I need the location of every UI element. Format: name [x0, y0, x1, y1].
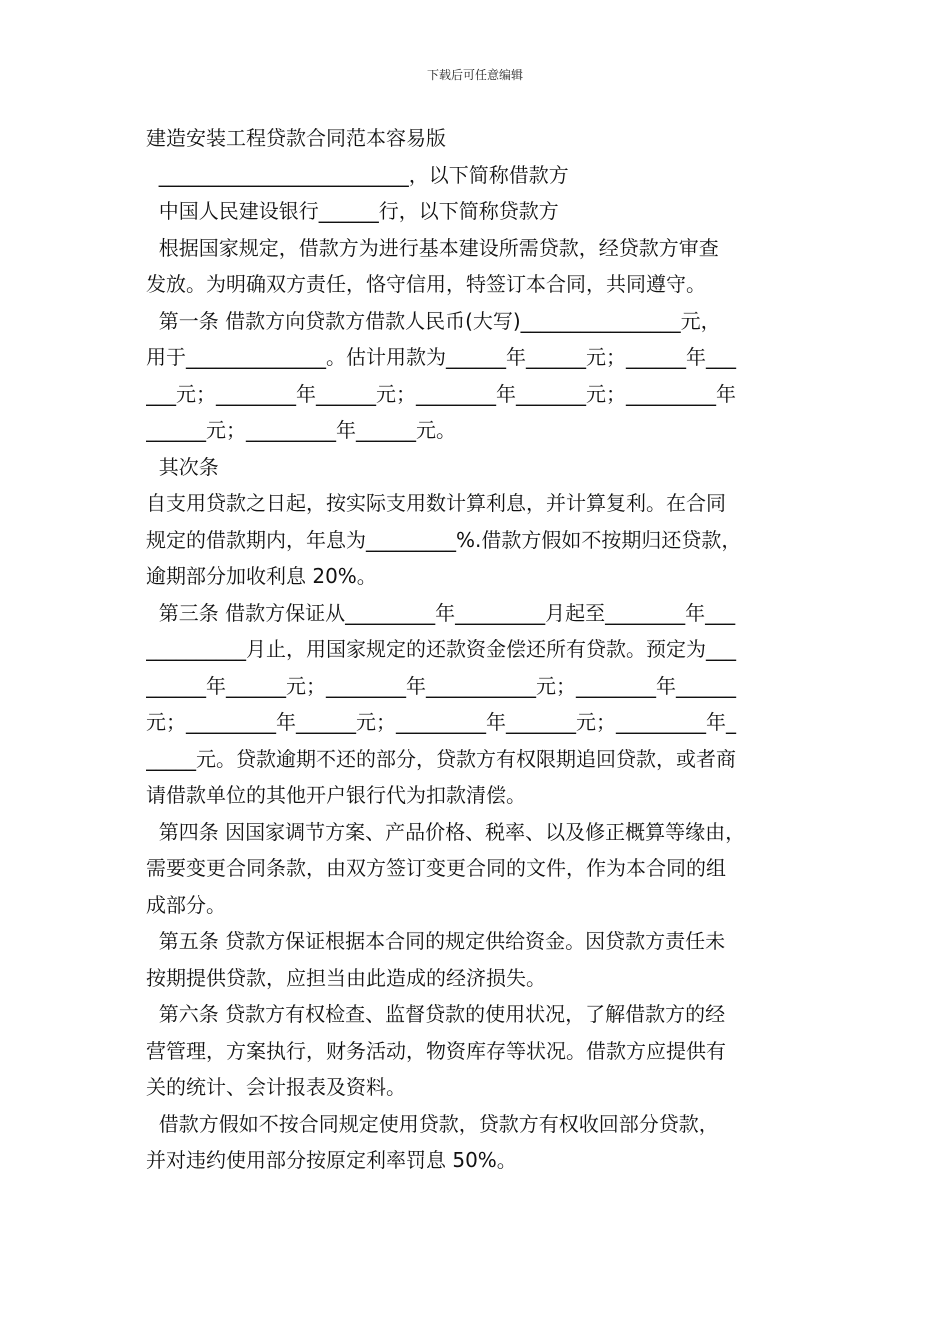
text-line: 其次条 — [146, 454, 219, 479]
text-line: __________月止，用国家规定的还款资金偿还所有贷款。预定为___ — [146, 637, 736, 661]
text-line: _________________________，以下简称借款方 — [146, 162, 569, 187]
text-line: 中国人民建设银行______行，以下简称贷款方 — [146, 199, 559, 223]
text-line: ______元；_________年______元。 — [146, 418, 456, 442]
text-line: 第六条 贷款方有权检查、监督贷款的使用状况，了解借款方的经 — [146, 1002, 726, 1026]
text-line: _____元。贷款逾期不还的部分，贷款方有权限期追回贷款，或者商 — [146, 746, 736, 771]
text-line: 成部分。 — [146, 892, 226, 917]
document-title: 建造安装工程贷款合同范本容易版 — [146, 126, 446, 150]
text-line: 第四条 因国家调节方案、产品价格、税率、以及修正概算等缘由， — [146, 819, 746, 844]
text-line: 自支用贷款之日起，按实际支用数计算利息，并计算复利。在合同 — [146, 491, 726, 515]
text-line: 需要变更合同条款，由双方签订变更合同的文件，作为本合同的组 — [146, 856, 726, 880]
text-line: 用于______________。估计用款为______年______元；______年___ — [146, 345, 736, 369]
text-line: 并对违约使用部分按原定利率罚息 50%。 — [146, 1148, 517, 1172]
text-line: 第三条 借款方保证从_________年_________月起至________年___ — [146, 600, 736, 625]
text-line: 关的统计、会计报表及资料。 — [146, 1075, 406, 1099]
text-line: 第五条 贷款方保证根据本合同的规定供给资金。因贷款方责任未 — [146, 929, 726, 953]
text-line: 逾期部分加收利息 20%。 — [146, 564, 377, 588]
text-line: 根据国家规定，借款方为进行基本建设所需贷款，经贷款方审查 — [146, 235, 719, 260]
text-line: 元；_________年______元；_________年_______元；_________年_ — [146, 710, 736, 734]
contract-body — [146, 120, 826, 1179]
text-line: ______年______元；________年___________元；________年______ — [146, 673, 736, 698]
text-line: 请借款单位的其他开户银行代为扣款清偿。 — [146, 783, 526, 807]
text-line: 营管理，方案执行，财务活动，物资库存等状况。借款方应提供有 — [146, 1038, 726, 1063]
text-line: 按期提供贷款，应担当由此造成的经济损失。 — [146, 965, 546, 990]
text-line: 规定的借款期内，年息为_________%.借款方假如不按期归还贷款， — [146, 527, 742, 552]
text-line: 发放。为明确双方责任，恪守信用，特签订本合同，共同遵守。 — [146, 272, 706, 296]
text-line: 第一条 借款方向贷款方借款人民币(大写)________________元， — [146, 308, 721, 333]
text-line: 借款方假如不按合同规定使用贷款，贷款方有权收回部分贷款， — [146, 1111, 719, 1136]
page-header: 下载后可任意编辑 — [426, 68, 523, 82]
text-line: ___元；________年______元；________年_______元；_________年 — [146, 381, 736, 406]
